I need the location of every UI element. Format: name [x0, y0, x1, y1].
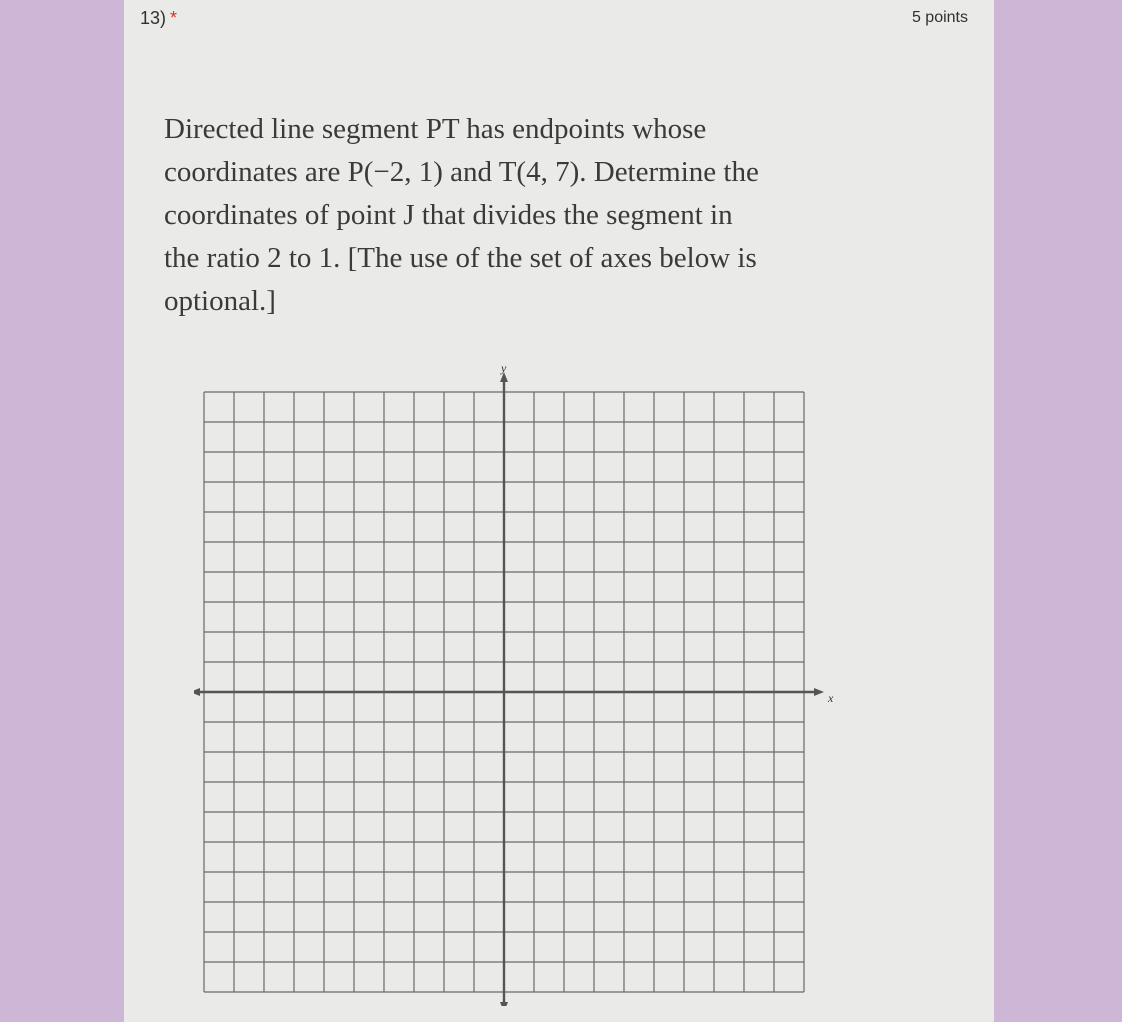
required-marker: *	[170, 8, 178, 28]
question-number-text: 13)	[140, 8, 167, 28]
question-number	[140, 8, 177, 29]
problem-line-5: optional.]	[164, 285, 276, 317]
x-axis-label: x	[828, 691, 834, 705]
problem-line-2: coordinates are P(−2, 1) and T(4, 7). Determine the	[164, 156, 759, 188]
x-axis-arrow-right	[814, 688, 824, 696]
coordinate-grid-svg	[194, 356, 844, 1006]
question-header	[124, 0, 994, 40]
problem-line-4: the ratio 2 to 1. [The use of the set of axes below is	[164, 242, 757, 274]
problem-text	[164, 108, 864, 323]
problem-line-1: Directed line segment PT has endpoints whose	[164, 113, 707, 145]
coordinate-grid	[194, 356, 844, 1006]
y-axis-arrow-down	[500, 1002, 508, 1006]
axes	[194, 372, 824, 1006]
problem-line-3: coordinates of point J that divides the segment in	[164, 199, 733, 231]
question-points: 5 points	[911, 9, 968, 26]
x-axis-arrow-left	[194, 688, 200, 696]
question-card	[124, 0, 994, 1022]
y-axis-label: y	[501, 361, 507, 375]
